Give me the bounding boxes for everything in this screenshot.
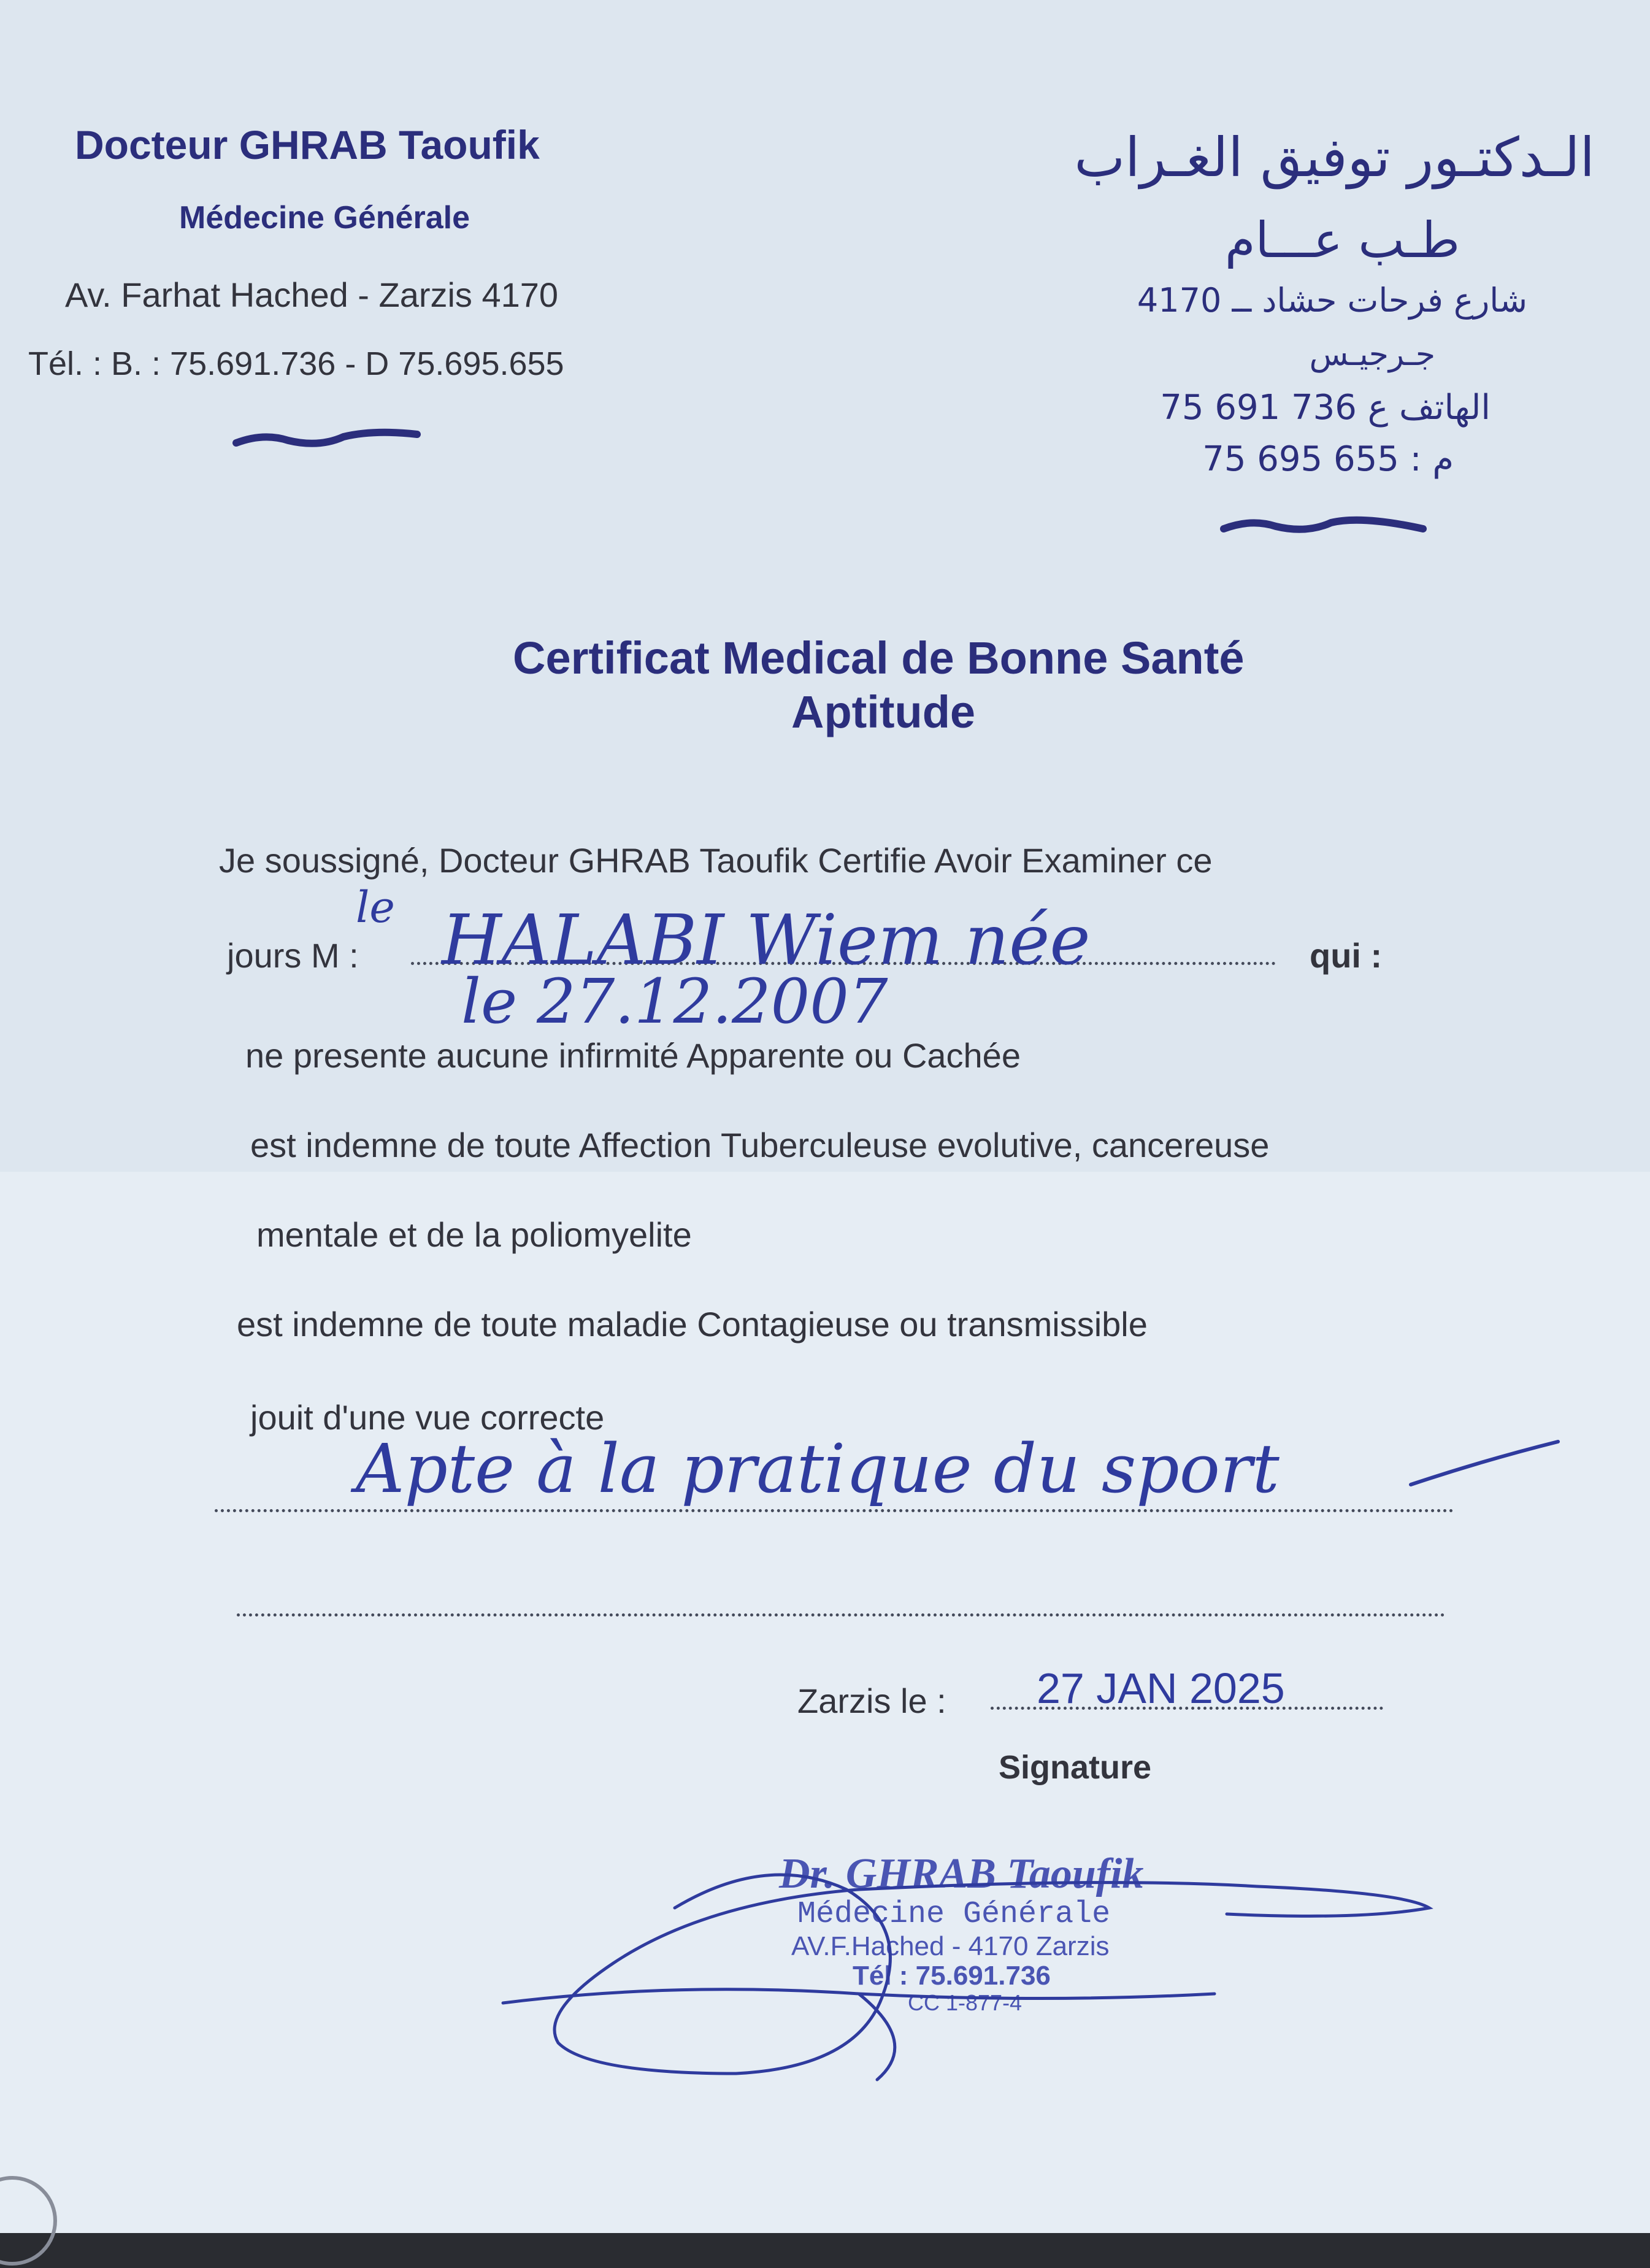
line-mentale: mentale et de la poliomyelite xyxy=(256,1215,692,1254)
handwritten-article: le xyxy=(356,882,395,932)
place-label: Zarzis le : xyxy=(797,1682,946,1720)
handwritten-remark: Apte à la pratique du sport xyxy=(356,1429,1280,1508)
jours-label: jours M : xyxy=(227,936,359,975)
line-tuberculose: est indemne de toute Affection Tuberculeuse evolutive, cancereuse xyxy=(250,1126,1270,1164)
signature-label: Signature xyxy=(999,1749,1152,1786)
certificate-title: Certificat Medical de Bonne Santé xyxy=(513,632,1245,683)
stamp-address: AV.F.Hached - 4170 Zarzis xyxy=(791,1931,1110,1961)
address-ar-line1: شارع فرحات حشاد ــ 4170 xyxy=(1137,281,1527,320)
address-ar-line2: جـرجيـس xyxy=(1309,336,1435,373)
phone-ar-home: م : 655 695 75 xyxy=(1202,439,1454,479)
specialty-fr: Médecine Générale xyxy=(179,200,470,236)
phone-fr: Tél. : B. : 75.691.736 - D 75.695.655 xyxy=(28,345,564,382)
stamp-specialty: Médecine Générale xyxy=(797,1897,1111,1932)
remark-dotted-line-1 xyxy=(215,1509,1454,1512)
phone-ar-office: الهاتف ع 736 691 75 xyxy=(1160,388,1491,428)
specialty-ar: طـب عـــام xyxy=(1224,212,1460,269)
address-fr: Av. Farhat Hached - Zarzis 4170 xyxy=(65,275,559,314)
line-vue: jouit d'une vue correcte xyxy=(250,1398,605,1437)
stamp-code: CC 1-877-4 xyxy=(908,1990,1023,2015)
doctor-name-ar: الـدكتـور توفيق الغـراب xyxy=(1074,126,1595,189)
stamp-name: Dr. GHRAB Taoufik xyxy=(779,1850,1144,1897)
line-contagieuse: est indemne de toute maladie Contagieuse ou transmissible xyxy=(237,1305,1148,1344)
handwritten-birth-date: le 27.12.2007 xyxy=(461,966,888,1037)
handwritten-patient-name: HALABI Wiem née xyxy=(442,901,1091,980)
date-stamp: 27 JAN 2025 xyxy=(1037,1664,1285,1712)
doctor-name-fr: Docteur GHRAB Taoufik xyxy=(75,122,540,167)
certificate-subtitle: Aptitude xyxy=(791,686,976,737)
remark-dotted-line-2 xyxy=(237,1613,1445,1616)
stamp-phone: Tél : 75.691.736 xyxy=(853,1961,1051,1991)
line-infirmite: ne presente aucune infirmité Apparente ou Cachée xyxy=(245,1036,1021,1075)
intro-line: Je soussigné, Docteur GHRAB Taoufik Certifie Avoir Examiner ce xyxy=(219,841,1213,880)
qui-label: qui : xyxy=(1310,936,1383,975)
